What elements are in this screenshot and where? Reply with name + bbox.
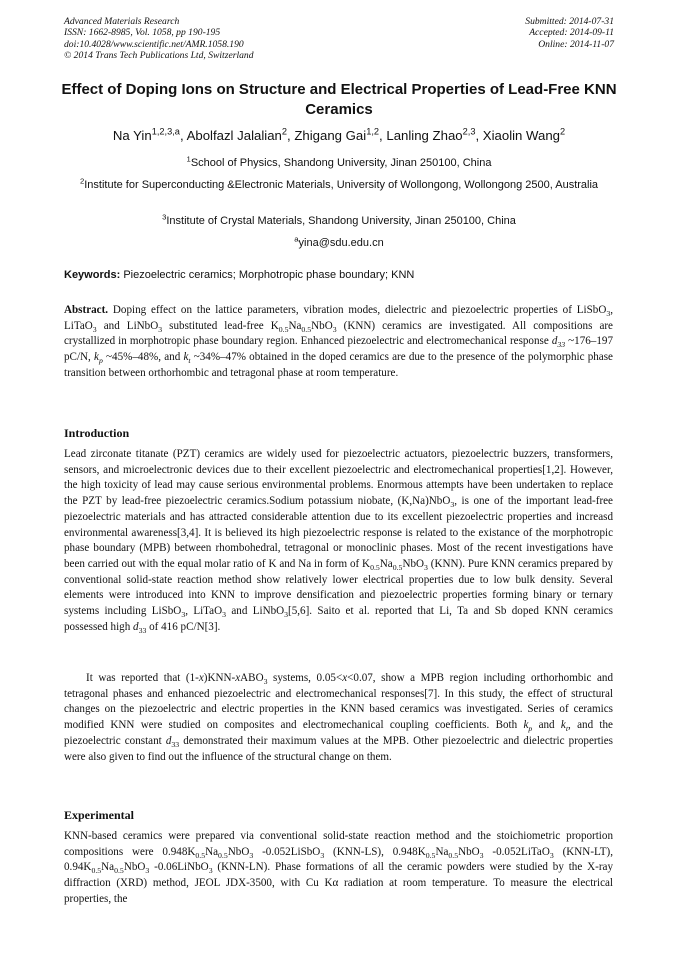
journal-header xyxy=(64,16,254,62)
journal-name: Advanced Materials Research xyxy=(64,16,180,27)
keywords-text: Piezoelectric ceramics; Morphotropic phase boundary; KNN xyxy=(123,269,415,281)
introduction-paragraph-1: Lead zirconate titanate (PZT) ceramics are widely used for piezoelectric actuators, piezoelectric buzzers, transformers, sensors, and microelectronic devices due to their excellent piezoelectric and electromechanical properties[1,2]. However, the high toxicity of lead may cause serious environmental problems. Enormous attempts have been undertaken to replace the PZT by lead-free piezoelectric ceramics.Sodium potassium niobate, (K,Na)NbO$_3$, is one of the important lead-free piezoelectric materials and has attracted considerable attention due to its excellent piezoelectric properties and increasd environmental awareness[3,4]. It is believed its high piezoelectric response is related to the existance of the morphotropic phase boundary (MPB) between rhombohedral, tetragonal or monoclinic phases. Most of the recent investigations have been carried out with the equal molar ratio of K and Na in form of $K_{0.5}Na_{0.5}NbO_3$ (KNN). Pure KNN ceramics prepared by conventional solid-state reaction method show relatively lower electrical properties due to low bulk density. Several elements were introduced into KNN to improve densification and piezoelectric properties forming binary or ternary systems including LiSbO$_3$, LiTaO$_3$ and LiNbO$_3$[5,6]. Saito et al. reported that Li, Ta and Sb doped KNN ceramics possessed high $d_{33}$ of 416 pC/N[3]. xyxy=(64,448,614,635)
keywords xyxy=(64,269,414,281)
affiliation-1: $^1$School of Physics, Shandong University, Jinan 250100, China xyxy=(186,154,492,169)
introduction-paragraph-2: It was reported that (1-x)KNN-xABO$_3$ systems, 0.05<x<0.07, show a MPB region including orthorhombic and tetragonal phases and enhanced piezoelectric and electromechanical responses[7]. In this study, the effect of structural changes on the piezoelectric and electric properties in the KNN based ceramics was investigated. Series of ceramics modified KNN were studied on composites and electromechanical coupling coefficients. Both $k_p$ and $k_t$, and the piezoelectric constant $d_{33}$ demonstrated their maximum values at the MPB. Other piezoelectric and dielectric properties were also given to find out the influence of the structural change on them. xyxy=(64,672,614,763)
accepted-date: Accepted: 2014-09-11 xyxy=(529,27,614,39)
author: Na Yin$^{1,2,3,a}$, xyxy=(112,126,187,143)
author: Xiaolin Wang$^2$ xyxy=(482,126,566,143)
author: Lanling Zhao$^{2,3}$, xyxy=(386,126,483,143)
online-date: Online: 2014-11-07 xyxy=(538,38,614,50)
affiliation-2: $^2$Institute for Superconducting &Electronic Materials, University of Wollongong, Wollongong 2500, Australia xyxy=(79,176,599,191)
paper-title: Effect of Doping Ions on Structure and Electrical Properties of Lead-Free KNN Ceramics xyxy=(61,81,617,118)
keywords-label: Keywords: xyxy=(64,269,121,281)
affiliation-3: $^3$Institute of Crystal Materials, Shandong University, Jinan 250100, China xyxy=(162,212,516,227)
doi[interactable]: doi:10.4028/www.scientific.net/AMR.1058.190 xyxy=(64,38,244,50)
experimental-paragraph: KNN-based ceramics were prepared via conventional solid-state reaction method and the stoichiometric proportion compositions were $0.948K_{0.5}Na_{0.5}NbO_3$ -0.052LiSbO$_3$ (KNN-LS), $0.948K_{0.5}Na_{0.5}NbO_3$ -0.052LiTaO$_3$ (KNN-LT), $0.94K_{0.5}Na_{0.5}NbO_3$ -0.06LiNbO$_3$ (KNN-LN). Phase formations of all the ceramic powders were studied by the X-ray diffraction (XRD) method, JEOL JDX-3500, with Cu Kα radiation at room temperature. To measure the electrical properties, the xyxy=(64,830,614,905)
abstract: Abstract. Doping effect on the lattice parameters, vibration modes, dielectric and piezoelectric properties of LiSbO$_3$, LiTaO$_3$ and LiNbO$_3$ substituted lead-free $K_{0.5}Na_{0.5}NbO_3$ (KNN) ceramics are investigated. All compositions are crystallized in morphotropic phase boundary region. Enhanced piezoelectric and electromechanical response $d_{33}$ ~176–197 pC/N, $k_p$ ~45%–48%, and $k_t$ ~34%–47% obtained in the doped ceramics are due to the presence of the polymorphic phase transition between orthorhombic and tetragonal phase at room temperature. xyxy=(64,304,614,379)
copyright: © 2014 Trans Tech Publications Ltd, Switzerland xyxy=(64,50,254,62)
author: Abolfazl Jalalian$^2$, xyxy=(186,126,295,143)
experimental-heading: Experimental xyxy=(64,808,134,822)
author: Zhigang Gai$^{1,2}$, xyxy=(294,126,387,143)
corresponding-email[interactable]: $^a$yina@sdu.edu.cn xyxy=(294,234,384,249)
introduction-heading: Introduction xyxy=(64,426,130,440)
submitted-date: Submitted: 2014-07-31 xyxy=(525,16,614,27)
author-list xyxy=(30,128,648,143)
dates-header xyxy=(525,16,614,50)
issn: ISSN: 1662-8985, Vol. 1058, pp 190-195 xyxy=(64,27,221,39)
